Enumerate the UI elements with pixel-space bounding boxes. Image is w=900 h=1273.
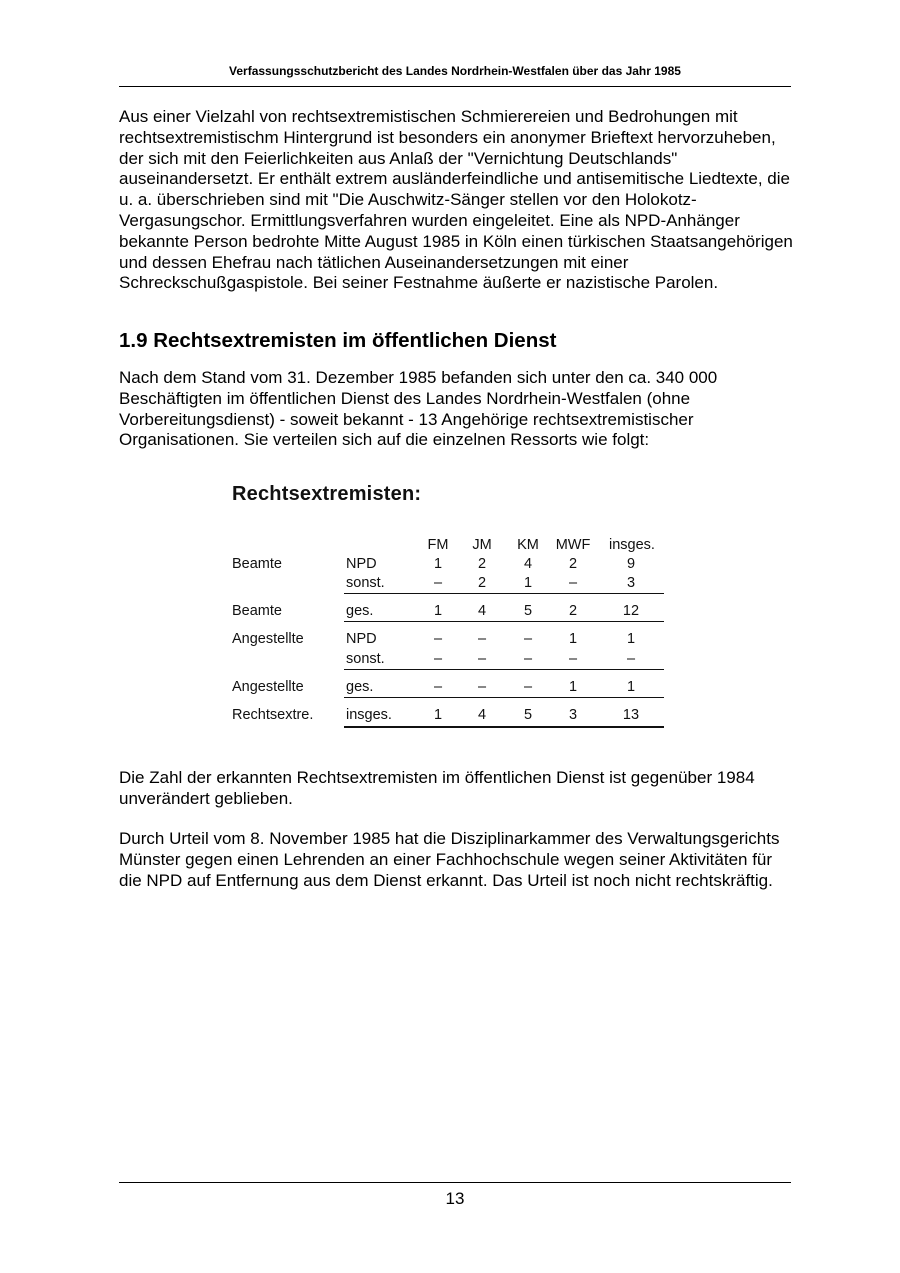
row-group-label: Angestellte xyxy=(232,679,304,695)
table-cell: 1 xyxy=(568,679,578,695)
table-cell: – xyxy=(477,631,487,647)
table-cell: – xyxy=(433,575,443,591)
table-cell: 1 xyxy=(433,603,443,619)
paragraph-intro: Aus einer Vielzahl von rechtsextremistischen Schmierereien und Bedrohungen mit rechtsextremistischm Hintergrund ist besonders ein anonymer Brieftext hervorzuheben, der sich mit den Feierlichkeiten aus Anlaß der "Vernichtung Deutschlands" auseinandersetzt. Er enthält extrem ausländerfeindliche und antisemitische Liedtexte, die u. a. überschrieben sind mit "Die Auschwitz-Sänger stellen vor den Holokotz-Vergasungschor. Ermittlungsverfahren wurden eingeleitet. Eine als NPD-Anhänger bekannte Person bedrohte Mitte August 1985 in Köln einen türkischen Staatsangehörigen und dessen Ehefrau nach tätlichen Auseinandersetzungen mit einer Schreckschußgaspistole. Bei seiner Festnahme äußerte er nazistische Parolen. xyxy=(119,107,793,293)
column-header: insges. xyxy=(609,537,655,553)
row-type-label: sonst. xyxy=(346,575,385,591)
row-type-label: ges. xyxy=(346,679,374,695)
running-header: Verfassungsschutzbericht des Landes Nordrhein-Westfalen über das Jahr 1985 xyxy=(229,64,681,78)
column-header: FM xyxy=(427,537,449,553)
table-cell: 4 xyxy=(477,707,487,723)
row-group-label: Angestellte xyxy=(232,631,304,647)
table-cell: 4 xyxy=(523,556,533,572)
row-group-label: Beamte xyxy=(232,603,282,619)
paragraph-statistics: Nach dem Stand vom 31. Dezember 1985 befanden sich unter den ca. 340 000 Beschäftigten im öffentlichen Dienst des Landes Nordrhein-Westfalen (ohne Vorbereitungsdienst) - soweit bekannt - 13 Angehörige rechtsextremistischer Organisationen. Sie verteilen sich auf die einzelnen Ressorts wie folgt: xyxy=(119,368,718,450)
column-header: JM xyxy=(472,537,492,553)
row-type-label: NPD xyxy=(346,631,377,647)
table-cell: – xyxy=(433,631,443,647)
table-cell: 2 xyxy=(477,575,487,591)
table-cell: 2 xyxy=(477,556,487,572)
table-cell: – xyxy=(568,575,578,591)
row-type-label: sonst. xyxy=(346,651,385,667)
table-cell: 9 xyxy=(626,556,636,572)
table-rule xyxy=(344,697,664,698)
table-cell: 1 xyxy=(626,631,636,647)
table-cell: – xyxy=(568,651,578,667)
column-header: MWF xyxy=(555,537,591,553)
table-cell: – xyxy=(433,651,443,667)
row-group-label: Rechtsextre. xyxy=(232,707,314,723)
row-type-label: insges. xyxy=(346,707,392,723)
table-cell: – xyxy=(433,679,443,695)
column-header: KM xyxy=(517,537,539,553)
table-cell: 3 xyxy=(626,575,636,591)
table-cell: – xyxy=(523,651,533,667)
table-cell: 2 xyxy=(568,603,578,619)
table-cell: 1 xyxy=(433,707,443,723)
header-divider xyxy=(119,86,791,87)
table-cell: 1 xyxy=(523,575,533,591)
row-type-label: NPD xyxy=(346,556,377,572)
table-cell: – xyxy=(477,679,487,695)
table-double-rule xyxy=(344,726,664,728)
section-heading: 1.9 Rechtsextremisten im öffentlichen Dienst xyxy=(119,329,557,352)
table-cell: 12 xyxy=(622,603,640,619)
row-group-label: Beamte xyxy=(232,556,282,572)
table-cell: – xyxy=(523,631,533,647)
table-rule xyxy=(344,593,664,594)
table-cell: 2 xyxy=(568,556,578,572)
table-cell: 5 xyxy=(523,707,533,723)
table-cell: – xyxy=(626,651,636,667)
table-cell: 5 xyxy=(523,603,533,619)
table-rule xyxy=(344,621,664,622)
table-cell: 4 xyxy=(477,603,487,619)
footer-divider xyxy=(119,1182,791,1183)
table-title: Rechtsextremisten: xyxy=(232,483,422,505)
table-cell: – xyxy=(523,679,533,695)
paragraph-court-ruling: Durch Urteil vom 8. November 1985 hat die Disziplinarkammer des Verwaltungsgerichts Münster gegen einen Lehrenden an einer Fachhochschule wegen seiner Aktivitäten für die NPD auf Entfernung aus dem Dienst erkannt. Das Urteil ist noch nicht rechtskräftig. xyxy=(119,829,780,890)
table-cell: 1 xyxy=(626,679,636,695)
paragraph-comparison: Die Zahl der erkannten Rechtsextremisten im öffentlichen Dienst ist gegenüber 1984 unverändert geblieben. xyxy=(119,768,755,808)
table-cell: 3 xyxy=(568,707,578,723)
table-cell: 1 xyxy=(568,631,578,647)
table-rule xyxy=(344,669,664,670)
table-cell: 1 xyxy=(433,556,443,572)
row-type-label: ges. xyxy=(346,603,374,619)
page-number: 13 xyxy=(445,1189,465,1208)
table-cell: 13 xyxy=(622,707,640,723)
table-cell: – xyxy=(477,651,487,667)
